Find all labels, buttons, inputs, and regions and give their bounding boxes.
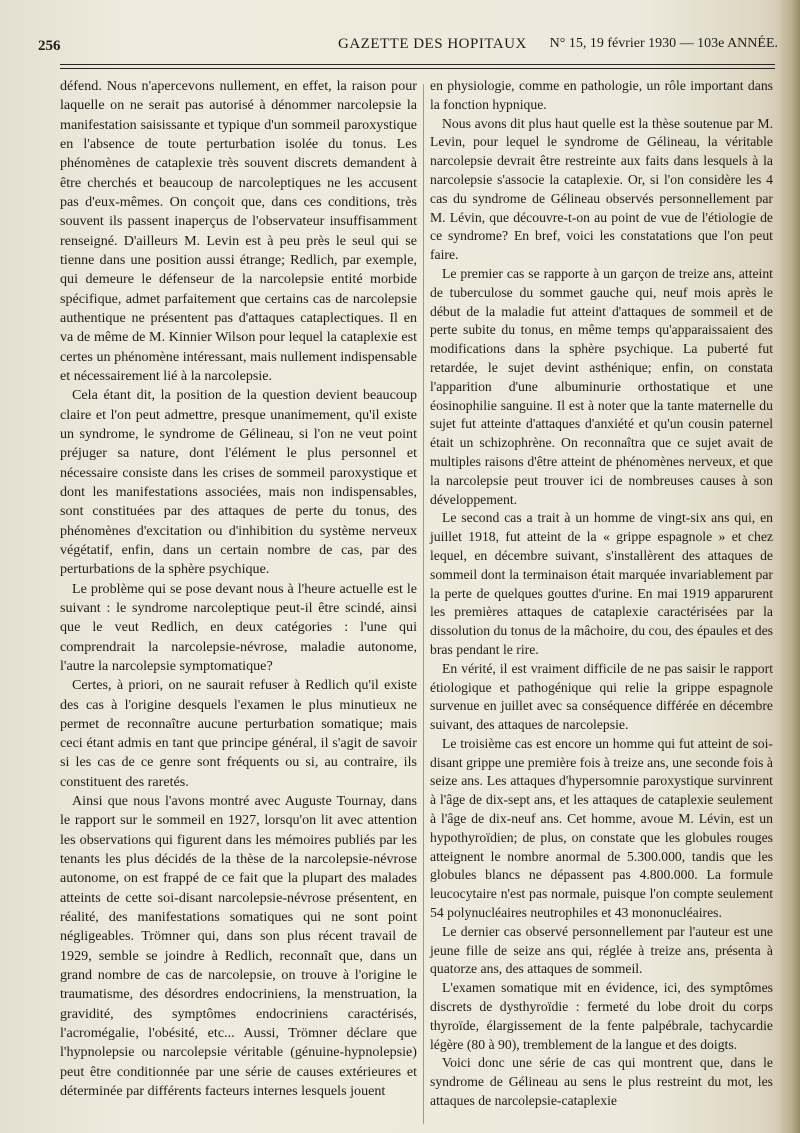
paragraph: Certes, à priori, on ne saurait refuser à Redlich qu'il existe des cas à l'origine desquels l'examen le plus minutieux ne permet de reconnaître aucune perturbation somatique; mais ceci étant admis en tant que principe général, il s'agit de savoir si les cas de ce genre sont fréquents ou si, au contraire, ils constituent des raretés. <box>60 677 417 790</box>
paragraph: Nous avons dit plus haut quelle est la thèse soutenue par M. Levin, pour lequel le syndrome de Gélineau, la véritable narcolepsie devrait être restreinte aux faits dans lesquels à la narcolepsie s'associe la cataplexie. Or, si l'on considère les 4 cas du syndrome de Gélineau observés personnellement par M. Lévin, que découvre-t-on au point de vue de l'étiologie de ce syndrome? En bref, voici les constatations que l'on peut faire. <box>430 115 773 263</box>
paragraph: L'examen somatique mit en évidence, ici, des symptômes discrets de dysthyroïdie : fermeté du lobe droit du corps thyroïde, élargissement de la fente palpébrale, tachycardie légère (80 à 90), tremblement de la langue et des doigts. <box>430 980 773 1052</box>
header-rule-double <box>60 68 775 69</box>
journal-title: GAZETTE DES HOPITAUX <box>338 36 527 52</box>
paragraph: Le second cas a trait à un homme de vingt-six ans qui, en juillet 1918, fut atteint de la « grippe espagnole » et chez lequel, en décembre suivant, s'installèrent des attaques de sommeil dont la terminaison était marquée invariablement par la perte de quelques gouttes d'urine. En mai 1919 apparurent les premières attaques de cataplexie caractérisées par la dissolution du tonus de la mâchoire, du cou, des épaules et des bras pendant le rire. <box>430 510 773 657</box>
paragraph: Le dernier cas observé personnellement par l'auteur est une jeune fille de seize ans qui, réglée à treize ans, présenta à quatorze ans, des attaques de sommeil. <box>430 923 773 977</box>
left-column <box>60 77 417 1101</box>
page-edge-shadow <box>778 0 800 1133</box>
paragraph: Ainsi que nous l'avons montré avec Auguste Tournay, dans le rapport sur le sommeil en 1927, lorsqu'on lit avec attention les observations qui figurent dans les mémoires publiés par les tenants les plus décidés de la thèse de la narcolepsie-névrose autonome, on est frappé de ce fait que la plupart des malades atteints de cette soi-disant narcolepsie-névrose présentent, en réalité, des manifestations somatiques qui ne sont point négligeables. Trömner qui, dans son plus récent travail de 1929, semble se joindre à Redlich, reconnaît que, dans un grand nombre de cas de narcolepsie, on trouve à l'origine le traumatisme, des désordres endocriniens, la menstruation, la gravidité, des symptômes endocriniens caractérisés, l'acromégalie, l'obésité, etc... Aussi, Trömner déclare que l'hypnolepsie ou narcolepsie véritable (génuine-hypnolepsie) peut être conditionnée par une série de causes extérieures et déterminée par différents facteurs internes lesquels jouent <box>60 793 417 1100</box>
page-number: 256 <box>38 38 61 54</box>
header-rule <box>60 64 775 65</box>
paragraph: défend. Nous n'apercevons nullement, en effet, la raison pour laquelle on ne serait pas autorisé à dénommer narcolepsie la manifestation saisissante et typique d'un sommeil paroxystique en l'absence de toute perturbation isolée du tonus. Les phénomènes de cataplexie très souvent discrets demandent à être cherchés et beaucoup de narcoleptiques ne les accusent pas d'eux-mêmes. On conçoit que, dans ces conditions, très souvent ils passent inaperçus de l'observateur insuffisamment renseigné. D'ailleurs M. Levin est à peu près le seul qui se tienne dans une position aussi étrange; Redlich, par exemple, qui demeure le défenseur de la narcolepsie entité morbide spécifique, admet parfaitement que certains cas de narcolepsie authentique ne présentent pas d'attaques cataplectiques. Il en va de même de M. Kinnier Wilson pour lequel la cataplexie est certes un phénomène intéressant, mais nullement indispensable et nécessairement lié à la narcolepsie. <box>60 78 417 384</box>
paragraph: Le troisième cas est encore un homme qui fut atteint de soi-disant grippe une première fois à treize ans, une seconde fois à seize ans. Les attaques d'hypersomnie paroxystique survinrent à l'âge de dix-sept ans, et les attaques de cataplexie seulement à l'âge de dix-neuf ans. Cet homme, avoue M. Lévin, est un hypothyroïdien; de plus, on constate que les globules rouges atteignent le nombre anormal de 5.300.000, tandis que les globules blancs ne dépassent pas 4.800.000. La formule leucocytaire n'est pas normale, puisque l'on compte seulement 54 polynucléaires neutrophiles et 43 mononucléaires. <box>430 735 773 921</box>
running-header <box>38 36 778 58</box>
column-separator <box>423 84 424 1124</box>
paragraph: Cela étant dit, la position de la question devient beaucoup claire et l'on peut admettre, presque unanimement, qu'il existe un syndrome, le syndrome de Gélineau, si l'on ne veut point préjuger sa nature, dont l'élément le plus personnel et nécessaire consiste dans les crises de sommeil paroxystique et dont les manifestations associées, mais non indispensables, sont constituées par des attaques de perte du tonus, des phénomènes d'excitation ou d'inhibition du système nerveux végétatif, enfin, dans un certain nombre de cas, par des perturbations de la sphère psychique. <box>60 387 417 578</box>
paragraph: Le premier cas se rapporte à un garçon de treize ans, atteint de tuberculose du sommet gauche qui, neuf mois après le début de la maladie fut atteint d'attaques de sommeil et de perte subite du tonus, en même temps qu'apparaissaient des modifications dans la sphère psychique. La puberté fut retardée, le sujet devint asthénique; enfin, on constata l'apparition d'une albuminurie orthostatique et une éosinophilie sanguine. Il est à noter que la tante maternelle du sujet fut atteinte d'attaques d'anxiété et qu'un cousin paternel était un schizophrène. On reconnaîtra que ce sujet avait de multiples raisons d'être atteint de phénomènes nerveux, et que la narcolepsie peut trouver ici de nombreuses causes à son développement. <box>430 265 773 507</box>
right-column <box>430 77 773 1111</box>
issue-info: N° 15, 19 février 1930 — 103e ANNÉE. <box>549 36 778 51</box>
paragraph: Voici donc une série de cas qui montrent que, dans le syndrome de Gélineau au sens le plus restreint du mot, les attaques de narcolepsie-cataplexie <box>430 1055 773 1109</box>
paragraph: Le problème qui se pose devant nous à l'heure actuelle est le suivant : le syndrome narcoleptique peut-il être scindé, ainsi que le veut Redlich, en deux catégories : l'une qui comprendrait la narcolepsie-névrose, maladie autonome, l'autre la narcolepsie symptomatique? <box>60 580 417 674</box>
paragraph: En vérité, il est vraiment difficile de ne pas saisir le rapport étiologique et pathogénique qui relie la grippe espagnole survenue en juillet avec sa conséquence différée en décembre suivant, des attaques de narcolepsie. <box>430 660 773 733</box>
paragraph: en physiologie, comme en pathologie, un rôle important dans la fonction hypnique. <box>430 78 773 112</box>
